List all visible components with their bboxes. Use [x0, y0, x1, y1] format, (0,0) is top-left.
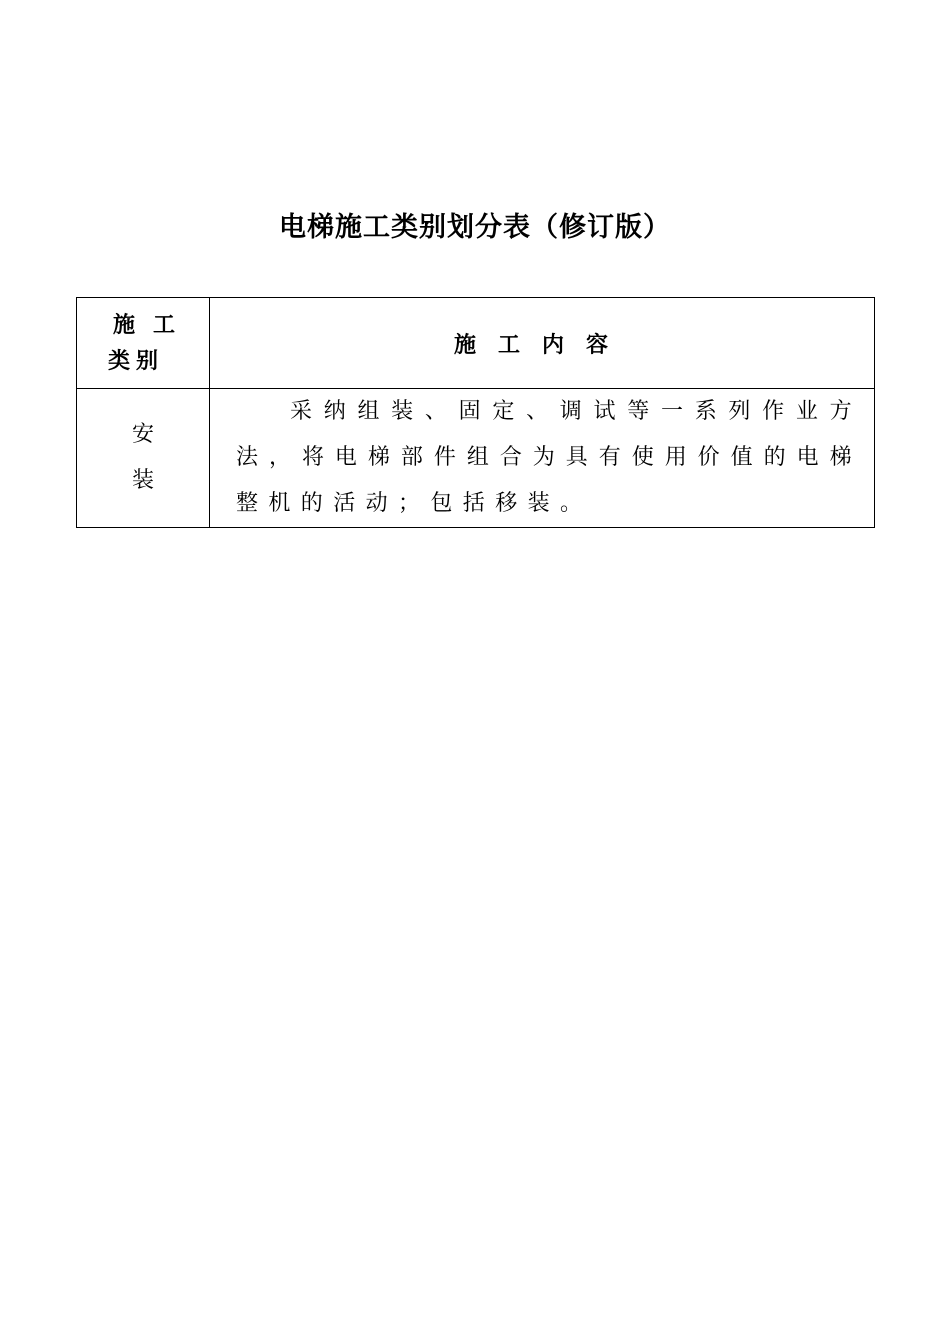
header-cell-content: 施工内容: [210, 298, 875, 389]
table-header-row: [77, 298, 875, 389]
row-cell-type: [77, 389, 210, 528]
header-cell-type: [77, 298, 210, 389]
header-type-line1: 施工: [112, 312, 193, 338]
page-title: 电梯施工类别划分表（修订版）: [279, 212, 671, 243]
category-table: [76, 297, 875, 528]
row-type-line1: 安: [131, 422, 154, 447]
header-type-line2: 类别: [107, 348, 164, 374]
row-cell-content: [210, 389, 875, 528]
table-row: [77, 389, 875, 528]
row-content-text: 采纳组装、固定、调试等一系列作业方法，将电梯部件组合为具有使用价值的电梯整机的活动；包括移装。: [236, 399, 862, 516]
row-type-line2: 装: [131, 468, 154, 493]
